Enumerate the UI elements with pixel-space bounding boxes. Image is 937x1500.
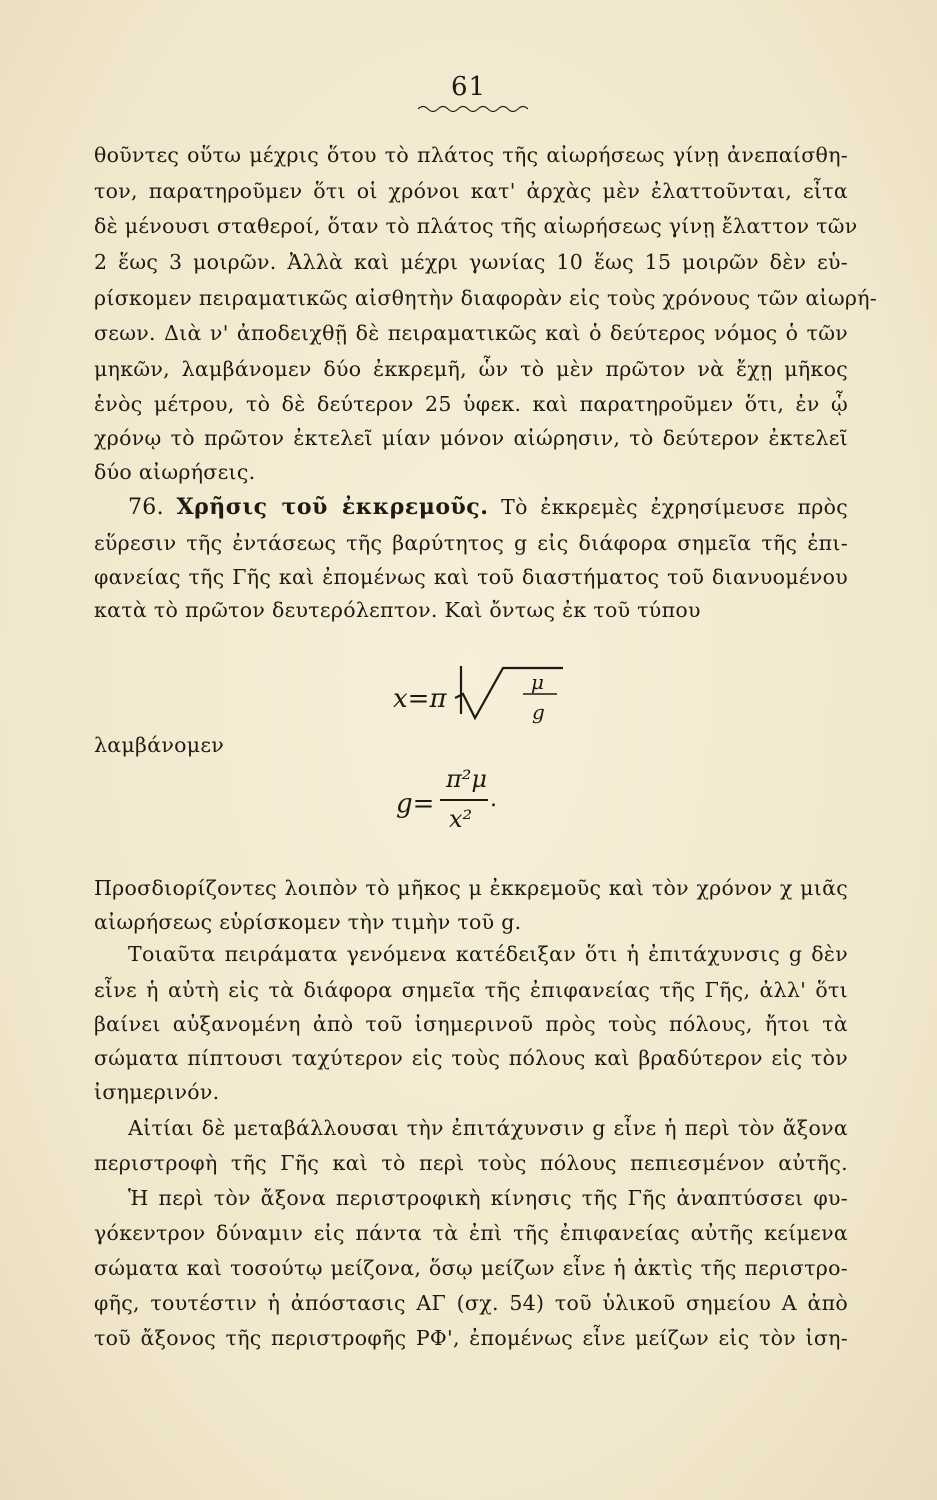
text-line: περιστροφὴ τῆς Γῆς καὶ τὸ περὶ τοὺς πόλους πεπιεσμένον αὐτῆς.: [94, 1151, 848, 1175]
formula-denominator: g: [532, 700, 545, 724]
text-line: δύο αἰωρήσεις.: [94, 460, 256, 484]
formula-period-dot: .: [490, 787, 497, 812]
text-line: Προσδιορίζοντες λοιπὸν τὸ μῆκος μ ἐκκρεμοῦς καὶ τὸν χρόνον χ μιᾶς: [94, 876, 848, 900]
text-line: μηκῶν, λαμβάνομεν δύο ἐκκρεμῆ, ὧν τὸ μὲν πρῶτον νὰ ἔχῃ μῆκος: [94, 357, 848, 381]
formula-period: [393, 664, 583, 724]
text-line: δὲ μένουσι σταθεροί, ὅταν τὸ πλάτος τῆς αἰωρήσεως γίνῃ ἔλαττον τῶν: [94, 214, 858, 238]
text-line: 2 ἕως 3 μοιρῶν. Ἀλλὰ καὶ μέχρι γωνίας 10 ἕως 15 μοιρῶν δὲν εὑ-: [94, 250, 848, 274]
formula-numerator: μ: [531, 670, 544, 694]
formula-numerator: π²μ: [446, 765, 487, 793]
fraction-bar: [440, 799, 488, 801]
section-title: Χρῆσις τοῦ ἐκκρεμοῦς.: [176, 494, 489, 520]
section-first-line-text: Τὸ ἐκκρεμὲς ἐχρησίμευσε πρὸς: [501, 495, 848, 519]
section-number: 76.: [128, 495, 164, 520]
square-root-sign: [453, 664, 565, 722]
text-line: φανείας τῆς Γῆς καὶ ἐπομένως καὶ τοῦ διαστήματος τοῦ διανυομένου: [94, 565, 848, 589]
text-line: ἑνὸς μέτρου, τὸ δὲ δεύτερον 25 ὑφεκ. καὶ παρατηροῦμεν ὅτι, ἐν ᾧ: [94, 392, 848, 416]
text-line: βαίνει αὐξανομένη ἀπὸ τοῦ ἰσημερινοῦ πρὸς τοὺς πόλους, ἤτοι τὰ: [94, 1012, 848, 1036]
text-line: τοῦ ἄξονος τῆς περιστροφῆς ΡΦ', ἐπομένως εἶνε μείζων εἰς τὸν ἰση-: [94, 1326, 848, 1350]
text-line: Αἰτίαι δὲ μεταβάλλουσαι τὴν ἐπιτάχυνσιν g εἶνε ἡ περὶ τὸν ἄξονα: [128, 1116, 848, 1140]
text-line: χρόνῳ τὸ πρῶτον ἐκτελεῖ μίαν μόνον αἰώρησιν, τὸ δεύτερον ἐκτελεῖ: [94, 426, 848, 450]
formula-lhs: x=π: [393, 684, 447, 714]
text-line: Τοιαῦτα πειράματα γενόμενα κατέδειξαν ὅτι ἡ ἐπιτάχυνσις g δὲν: [128, 942, 848, 966]
text-line: εἶνε ἡ αὐτὴ εἰς τὰ διάφορα σημεῖα τῆς ἐπιφανείας τῆς Γῆς, ἀλλ' ὅτι: [94, 978, 848, 1002]
text-line: αἰωρήσεως εὑρίσκομεν τὴν τιμὴν τοῦ g.: [94, 910, 522, 934]
text-line: σεων. Διὰ ν' ἀποδειχθῇ δὲ πειραματικῶς καὶ ὁ δεύτερος νόμος ὁ τῶν: [94, 321, 848, 345]
text-line: κατὰ τὸ πρῶτον δευτερόλεπτον. Καὶ ὄντως ἐκ τοῦ τύπου: [94, 598, 701, 622]
text-line-lambanomen: λαμβάνομεν: [94, 733, 225, 757]
page-number: 61: [450, 72, 487, 102]
text-line: ἰσημερινόν.: [94, 1080, 220, 1104]
wavy-underline-ornament: [418, 104, 528, 114]
section-heading-line: [128, 496, 848, 519]
text-line: σώματα πίπτουσι ταχύτερον εἰς τοὺς πόλους καὶ βραδύτερον εἰς τὸν: [94, 1046, 848, 1070]
text-line: σώματα καὶ τοσούτῳ μείζονα, ὅσῳ μείζων εἶνε ἡ ἀκτὶς τῆς περιστρο-: [94, 1256, 848, 1280]
text-line: θοῦντες οὕτω μέχρις ὅτου τὸ πλάτος τῆς αἰωρήσεως γίνῃ ἀνεπαίσθη-: [94, 143, 848, 167]
formula-gravity: [396, 765, 516, 845]
formula-denominator: x²: [449, 805, 473, 833]
text-line: γόκεντρον δύναμιν εἰς πάντα τὰ ἐπὶ τῆς ἐπιφανείας αὐτῆς κείμενα: [94, 1221, 848, 1245]
text-line: ρίσκομεν πειραματικῶς αἰσθητὴν διαφορὰν εἰς τοὺς χρόνους τῶν αἰωρή-: [94, 286, 878, 310]
text-line: εὕρεσιν τῆς ἐντάσεως τῆς βαρύτητος g εἰς διάφορα σημεῖα τῆς ἐπι-: [94, 531, 848, 555]
text-line: φῆς, τουτέστιν ἡ ἀπόστασις ΑΓ (σχ. 54) τοῦ ὑλικοῦ σημείου Α ἀπὸ: [94, 1291, 848, 1315]
formula-lhs: g=: [396, 789, 435, 819]
text-line: Ἡ περὶ τὸν ἄξονα περιστροφικὴ κίνησις τῆς Γῆς ἀναπτύσσει φυ-: [128, 1186, 848, 1210]
text-line: τον, παρατηροῦμεν ὅτι οἱ χρόνοι κατ' ἀρχὰς μὲν ἐλαττοῦνται, εἶτα: [94, 179, 848, 203]
